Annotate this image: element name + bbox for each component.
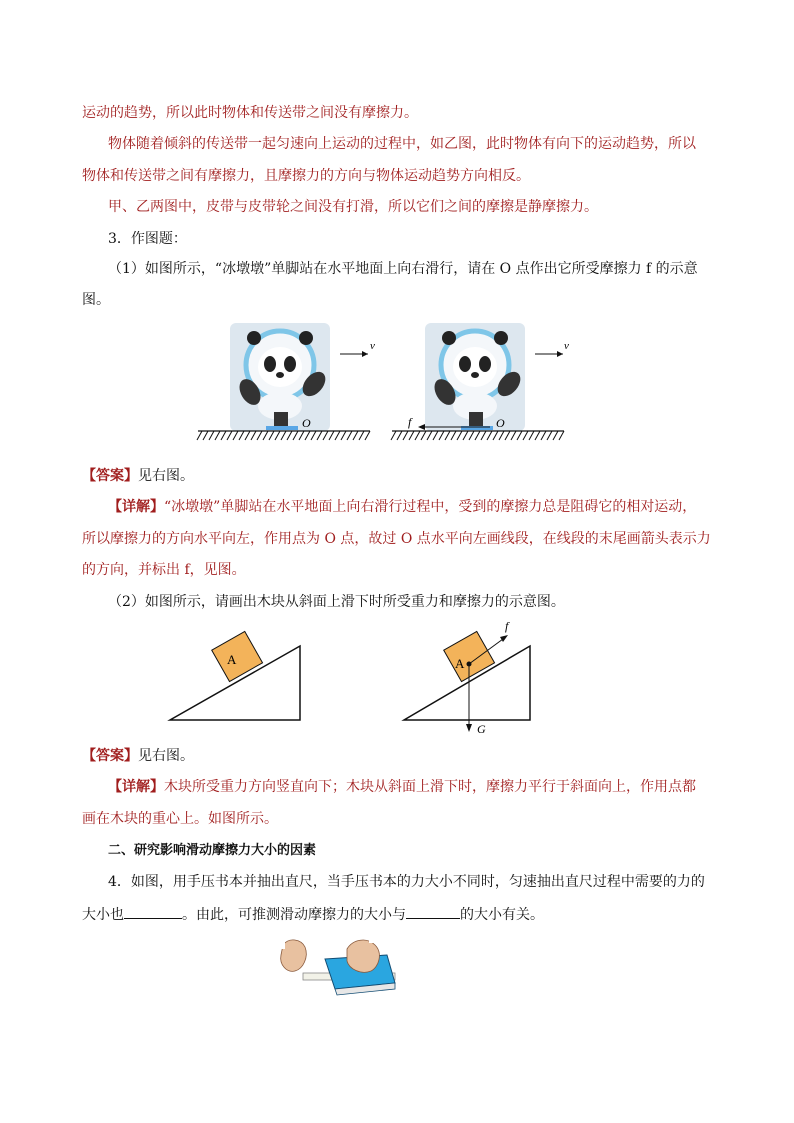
q4-text-part: 的大小有关。 bbox=[460, 907, 544, 923]
answer-text: 见右图。 bbox=[138, 748, 194, 764]
answer-text-line: 物体和传送带之间有摩擦力，且摩擦力的方向与物体运动趋势方向相反。 bbox=[82, 168, 530, 184]
question-3-1-text: 图。 bbox=[82, 292, 110, 308]
answer-blank[interactable] bbox=[406, 904, 460, 919]
answer-text-line: 甲、乙两图中，皮带与皮带轮之间没有打滑，所以它们之间的摩擦是静摩擦力。 bbox=[108, 199, 598, 215]
answer-line bbox=[82, 746, 712, 766]
velocity-label: v bbox=[370, 340, 375, 352]
point-o-label: O bbox=[496, 416, 505, 430]
detail-text: 木块所受重力方向竖直向下；木块从斜面上滑下时，摩擦力平行于斜面向上，作用点都 bbox=[164, 779, 696, 795]
question-4-text: 4．如图，用手压书本并抽出直尺，当手压书本的力大小不同时，匀速抽出直尺过程中需要的力的 bbox=[108, 874, 705, 890]
friction-label: f bbox=[505, 619, 509, 633]
velocity-label: v bbox=[564, 340, 569, 352]
answer-tag: 【答案】 bbox=[82, 468, 138, 484]
point-o-label: O bbox=[302, 416, 311, 430]
figure-incline bbox=[160, 616, 540, 741]
block-label: A bbox=[455, 656, 465, 671]
answer-line bbox=[82, 466, 712, 486]
q4-text-part: 。由此，可推测滑动摩擦力的大小与 bbox=[182, 907, 406, 923]
friction-label: f bbox=[408, 415, 412, 429]
block-label: A bbox=[227, 652, 237, 667]
detail-line bbox=[108, 777, 738, 797]
figure-book-ruler bbox=[275, 935, 405, 1007]
question-3-title: 3．作图题： bbox=[108, 231, 187, 247]
figure-bingdwendwen bbox=[190, 320, 570, 450]
detail-text-line: 的方向，并标出 f，见图。 bbox=[82, 562, 246, 578]
detail-text: “冰墩墩”单脚站在水平地面上向右滑行过程中，受到的摩擦力总是阻碍它的相对运动， bbox=[164, 499, 697, 515]
hand-right bbox=[347, 940, 379, 972]
detail-line bbox=[108, 497, 738, 517]
q4-text-part: 大小也 bbox=[82, 907, 124, 923]
answer-text: 见右图。 bbox=[138, 468, 194, 484]
detail-text-line: 画在木块的重心上。如图所示。 bbox=[82, 811, 278, 827]
detail-tag: 【详解】 bbox=[108, 499, 164, 515]
incline-right bbox=[404, 619, 530, 736]
gravity-label: G bbox=[477, 722, 486, 736]
detail-tag: 【详解】 bbox=[108, 779, 164, 795]
answer-text-line: 运动的趋势，所以此时物体和传送带之间没有摩擦力。 bbox=[82, 105, 418, 121]
mascot-left bbox=[230, 323, 330, 431]
question-4-text bbox=[82, 904, 712, 925]
answer-text-line: 物体随着倾斜的传送带一起匀速向上运动的过程中，如乙图，此时物体有向下的运动趋势，所以 bbox=[108, 136, 696, 152]
detail-text-line: 所以摩擦力的方向水平向左，作用点为 O 点，故过 O 点水平向左画线段，在线段的末尾画箭头表示力 bbox=[82, 531, 711, 547]
ground-hatch bbox=[391, 431, 564, 440]
section-heading: 二、研究影响滑动摩擦力大小的因素 bbox=[108, 843, 317, 858]
mascot-right bbox=[425, 323, 525, 431]
question-3-1-text: （1）如图所示，“冰墩墩”单脚站在水平地面上向右滑行，请在 O 点作出它所受摩擦力 f 的示意 bbox=[108, 261, 698, 277]
question-3-2-text: （2）如图所示，请画出木块从斜面上滑下时所受重力和摩擦力的示意图。 bbox=[108, 594, 565, 610]
answer-blank[interactable] bbox=[124, 904, 182, 919]
answer-tag: 【答案】 bbox=[82, 748, 138, 764]
incline-left bbox=[170, 631, 300, 720]
ground-hatch bbox=[197, 431, 370, 440]
